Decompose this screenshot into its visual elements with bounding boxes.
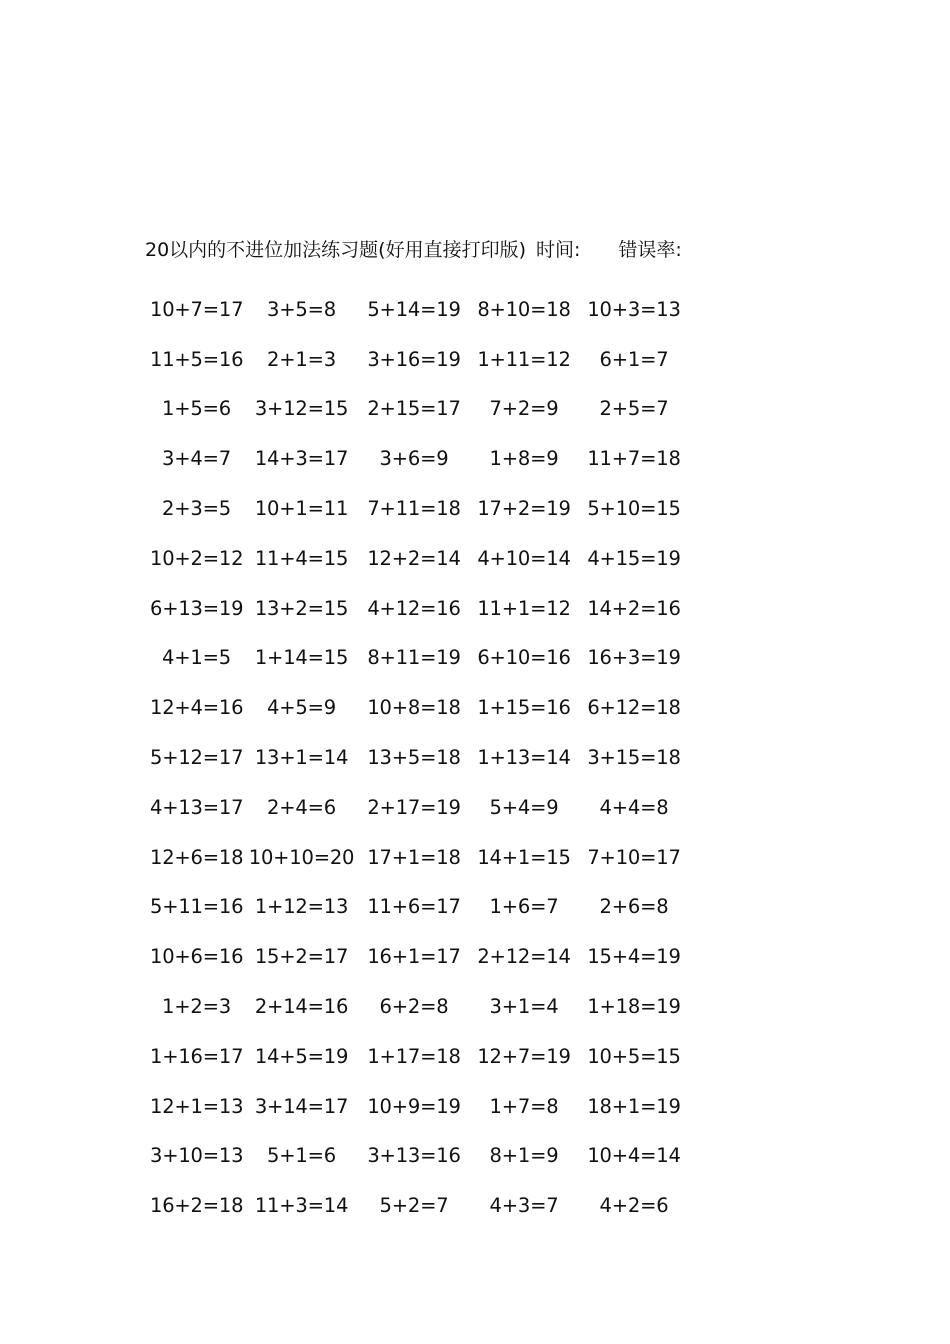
addition-problem: 10+9=19 bbox=[367, 1094, 461, 1118]
addition-problem: 1+5=6 bbox=[162, 397, 231, 421]
addition-problem: 14+2=16 bbox=[587, 596, 681, 620]
addition-problem: 8+10=18 bbox=[477, 297, 571, 321]
addition-problem: 4+15=19 bbox=[587, 546, 681, 570]
addition-problem: 1+15=16 bbox=[477, 696, 571, 720]
addition-problem: 12+7=19 bbox=[477, 1044, 571, 1068]
addition-problem: 7+11=18 bbox=[367, 497, 461, 521]
addition-problem: 1+18=19 bbox=[587, 995, 681, 1019]
addition-problem: 1+7=8 bbox=[489, 1094, 559, 1118]
addition-problem: 2+6=8 bbox=[599, 895, 669, 919]
problem-row bbox=[150, 335, 710, 385]
addition-problem: 10+4=14 bbox=[587, 1144, 681, 1168]
problem-row bbox=[150, 1132, 710, 1182]
addition-problem: 6+13=19 bbox=[150, 596, 244, 620]
addition-problem: 1+13=14 bbox=[477, 746, 571, 770]
addition-problem: 4+4=8 bbox=[599, 795, 669, 819]
problem-row bbox=[150, 883, 710, 933]
addition-problem: 1+12=13 bbox=[254, 895, 349, 919]
addition-problem: 3+13=16 bbox=[367, 1144, 461, 1168]
problem-row bbox=[150, 434, 710, 484]
problem-row bbox=[150, 1181, 710, 1231]
addition-problem: 17+2=19 bbox=[477, 497, 571, 521]
problem-grid bbox=[150, 285, 710, 1231]
addition-problem: 10+10=20 bbox=[248, 845, 355, 869]
addition-problem: 1+16=17 bbox=[150, 1044, 244, 1068]
addition-problem: 6+2=8 bbox=[379, 995, 449, 1019]
addition-problem: 1+14=15 bbox=[254, 646, 349, 670]
addition-problem: 3+12=15 bbox=[254, 397, 349, 421]
problem-row bbox=[150, 634, 710, 684]
addition-problem: 11+5=16 bbox=[150, 347, 244, 371]
addition-problem: 3+4=7 bbox=[162, 447, 231, 471]
addition-problem: 2+5=7 bbox=[599, 397, 669, 421]
problem-row bbox=[150, 982, 710, 1032]
addition-problem: 4+2=6 bbox=[599, 1194, 669, 1218]
problem-row bbox=[150, 683, 710, 733]
addition-problem: 12+4=16 bbox=[150, 696, 244, 720]
problem-row bbox=[150, 484, 710, 534]
addition-problem: 3+15=18 bbox=[587, 746, 681, 770]
addition-problem: 11+6=17 bbox=[367, 895, 461, 919]
problem-row bbox=[150, 733, 710, 783]
addition-problem: 17+1=18 bbox=[367, 845, 461, 869]
addition-problem: 3+16=19 bbox=[367, 347, 461, 371]
addition-problem: 5+1=6 bbox=[267, 1144, 336, 1168]
addition-problem: 14+5=19 bbox=[254, 1044, 349, 1068]
addition-problem: 5+4=9 bbox=[489, 795, 559, 819]
error-rate-label: 错误率: bbox=[618, 239, 682, 261]
addition-problem: 4+12=16 bbox=[367, 596, 461, 620]
addition-problem: 10+3=13 bbox=[587, 297, 681, 321]
addition-problem: 11+1=12 bbox=[477, 596, 571, 620]
addition-problem: 1+17=18 bbox=[367, 1044, 461, 1068]
time-label: 时间: bbox=[536, 239, 581, 261]
addition-problem: 3+1=4 bbox=[489, 995, 559, 1019]
problem-row bbox=[150, 932, 710, 982]
addition-problem: 15+4=19 bbox=[587, 945, 681, 969]
worksheet-header bbox=[145, 236, 682, 264]
addition-problem: 2+14=16 bbox=[254, 995, 349, 1019]
addition-problem: 3+6=9 bbox=[379, 447, 449, 471]
problem-row bbox=[150, 385, 710, 435]
problem-row bbox=[150, 1082, 710, 1132]
addition-problem: 8+11=19 bbox=[367, 646, 461, 670]
addition-problem: 2+3=5 bbox=[162, 497, 231, 521]
problem-row bbox=[150, 1032, 710, 1082]
addition-problem: 6+1=7 bbox=[599, 347, 669, 371]
page-title: 20以内的不进位加法练习题(好用直接打印版) bbox=[145, 239, 527, 261]
addition-problem: 13+1=14 bbox=[254, 746, 349, 770]
addition-problem: 10+5=15 bbox=[587, 1044, 681, 1068]
problem-row bbox=[150, 833, 710, 883]
addition-problem: 7+2=9 bbox=[489, 397, 559, 421]
addition-problem: 11+7=18 bbox=[587, 447, 681, 471]
addition-problem: 15+2=17 bbox=[254, 945, 349, 969]
addition-problem: 5+10=15 bbox=[587, 497, 681, 521]
addition-problem: 10+1=11 bbox=[254, 497, 349, 521]
addition-problem: 12+6=18 bbox=[150, 845, 244, 869]
addition-problem: 11+3=14 bbox=[254, 1194, 349, 1218]
addition-problem: 4+13=17 bbox=[150, 795, 244, 819]
addition-problem: 10+2=12 bbox=[150, 546, 244, 570]
addition-problem: 10+6=16 bbox=[150, 945, 244, 969]
addition-problem: 14+1=15 bbox=[477, 845, 571, 869]
addition-problem: 4+10=14 bbox=[477, 546, 571, 570]
addition-problem: 5+11=16 bbox=[150, 895, 244, 919]
addition-problem: 1+8=9 bbox=[489, 447, 559, 471]
problem-row bbox=[150, 783, 710, 833]
addition-problem: 5+14=19 bbox=[367, 297, 461, 321]
addition-problem: 12+1=13 bbox=[150, 1094, 244, 1118]
problem-row bbox=[150, 285, 710, 335]
addition-problem: 3+14=17 bbox=[254, 1094, 349, 1118]
addition-problem: 6+12=18 bbox=[587, 696, 681, 720]
addition-problem: 14+3=17 bbox=[254, 447, 349, 471]
addition-problem: 2+17=19 bbox=[367, 795, 461, 819]
addition-problem: 16+3=19 bbox=[587, 646, 681, 670]
addition-problem: 10+7=17 bbox=[150, 297, 244, 321]
addition-problem: 1+6=7 bbox=[489, 895, 559, 919]
addition-problem: 11+4=15 bbox=[254, 546, 349, 570]
addition-problem: 1+11=12 bbox=[477, 347, 571, 371]
addition-problem: 5+12=17 bbox=[150, 746, 244, 770]
addition-problem: 5+2=7 bbox=[379, 1194, 449, 1218]
addition-problem: 7+10=17 bbox=[587, 845, 681, 869]
addition-problem: 4+3=7 bbox=[489, 1194, 559, 1218]
addition-problem: 13+2=15 bbox=[254, 596, 349, 620]
addition-problem: 8+1=9 bbox=[489, 1144, 559, 1168]
addition-problem: 16+2=18 bbox=[150, 1194, 244, 1218]
addition-problem: 1+2=3 bbox=[162, 995, 231, 1019]
addition-problem: 6+10=16 bbox=[477, 646, 571, 670]
addition-problem: 4+1=5 bbox=[162, 646, 231, 670]
problem-row bbox=[150, 534, 710, 584]
addition-problem: 16+1=17 bbox=[367, 945, 461, 969]
addition-problem: 2+1=3 bbox=[267, 347, 336, 371]
addition-problem: 13+5=18 bbox=[367, 746, 461, 770]
addition-problem: 2+12=14 bbox=[477, 945, 571, 969]
addition-problem: 2+4=6 bbox=[267, 795, 336, 819]
addition-problem: 12+2=14 bbox=[367, 546, 461, 570]
addition-problem: 10+8=18 bbox=[367, 696, 461, 720]
addition-problem: 18+1=19 bbox=[587, 1094, 681, 1118]
addition-problem: 3+10=13 bbox=[150, 1144, 244, 1168]
addition-problem: 4+5=9 bbox=[267, 696, 336, 720]
addition-problem: 2+15=17 bbox=[367, 397, 461, 421]
addition-problem: 3+5=8 bbox=[267, 297, 336, 321]
problem-row bbox=[150, 584, 710, 634]
